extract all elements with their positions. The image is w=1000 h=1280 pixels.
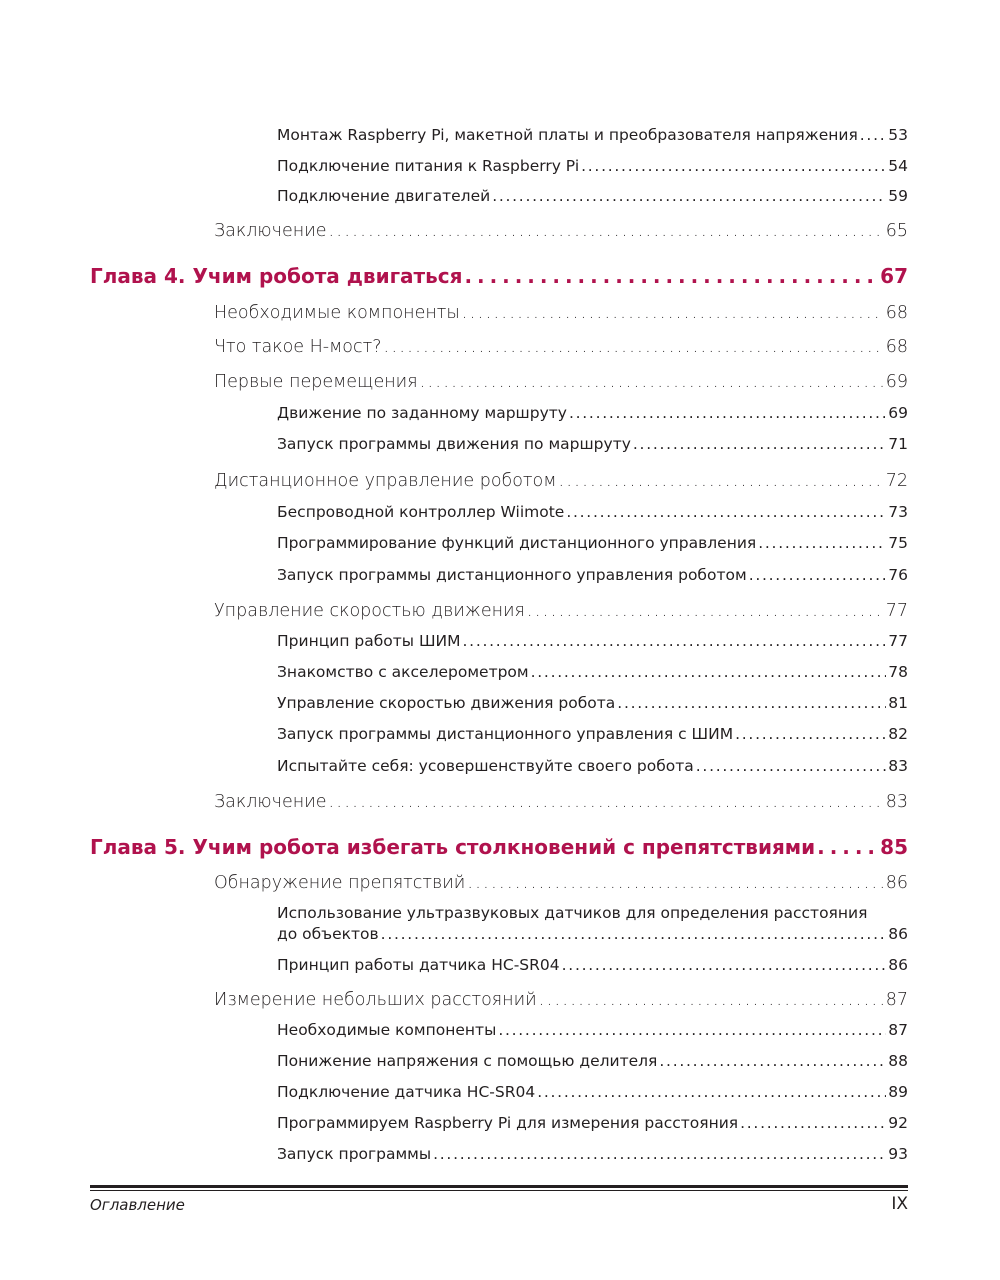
dot-leader bbox=[531, 663, 887, 681]
toc-entry-title: Подключение датчика HC-SR04 bbox=[277, 1083, 536, 1101]
footer-rule-thick bbox=[90, 1185, 908, 1188]
toc-page-number: 86 bbox=[888, 956, 908, 974]
toc-page-number: 85 bbox=[880, 835, 908, 859]
toc-entry[interactable] bbox=[277, 1052, 908, 1070]
toc-entry-title: Глава 5. Учим робота избегать столкновений с препятствиями bbox=[90, 835, 816, 859]
dot-leader bbox=[740, 1114, 886, 1132]
toc-entry[interactable] bbox=[214, 303, 908, 323]
toc-page-number: 71 bbox=[888, 435, 908, 453]
toc-entry[interactable] bbox=[277, 404, 908, 422]
toc-entry[interactable] bbox=[277, 1114, 908, 1132]
toc-page-number: 83 bbox=[888, 757, 908, 775]
toc-page-number: 53 bbox=[888, 126, 908, 144]
toc-entry[interactable] bbox=[214, 372, 908, 392]
dot-leader bbox=[462, 303, 884, 323]
footer-rule-thin bbox=[90, 1190, 908, 1191]
toc-entry[interactable] bbox=[214, 601, 908, 621]
toc-entry-title: Программирование функций дистанционного управления bbox=[277, 534, 757, 552]
toc-page-number: 83 bbox=[885, 792, 908, 812]
dot-leader bbox=[329, 792, 884, 812]
toc-page-number: 88 bbox=[888, 1052, 908, 1070]
toc-page-number: 87 bbox=[885, 990, 908, 1010]
dot-leader bbox=[384, 337, 884, 357]
dot-leader bbox=[464, 264, 878, 288]
toc-entry[interactable] bbox=[277, 1145, 908, 1163]
toc-entry-title: до объектов bbox=[277, 925, 379, 943]
footer-section-title: Оглавление bbox=[90, 1196, 185, 1214]
toc-entry-title: Запуск программы bbox=[277, 1145, 432, 1163]
toc-entry[interactable] bbox=[277, 1021, 908, 1039]
dot-leader bbox=[860, 126, 887, 144]
toc-page-number: 77 bbox=[888, 632, 908, 650]
dot-leader bbox=[498, 1021, 886, 1039]
dot-leader bbox=[433, 1145, 886, 1163]
dot-leader bbox=[569, 404, 886, 422]
toc-entry-title: Глава 4. Учим робота двигаться bbox=[90, 264, 463, 288]
toc-entry[interactable] bbox=[277, 566, 908, 584]
toc-entry-title: Запуск программы движения по маршруту bbox=[277, 435, 631, 453]
toc-page-number: 75 bbox=[888, 534, 908, 552]
toc-page-number: 87 bbox=[888, 1021, 908, 1039]
toc-entry[interactable] bbox=[214, 792, 908, 812]
toc-page-number: 86 bbox=[888, 925, 908, 943]
toc-page-number: 54 bbox=[888, 157, 908, 175]
toc-entry-title: Знакомство с акселерометром bbox=[277, 663, 529, 681]
dot-leader bbox=[617, 694, 886, 712]
dot-leader bbox=[581, 157, 886, 175]
dot-leader bbox=[463, 632, 887, 650]
toc-entry[interactable] bbox=[277, 503, 908, 521]
toc-entry-title: Заключение bbox=[214, 792, 327, 812]
toc-entry[interactable] bbox=[277, 925, 908, 943]
dot-leader bbox=[749, 566, 887, 584]
toc-page-number: 67 bbox=[880, 264, 908, 288]
toc-entry[interactable] bbox=[277, 126, 908, 144]
dot-leader bbox=[758, 534, 886, 552]
toc-entry-title-line1: Использование ультразвуковых датчиков для определения расстояния bbox=[277, 904, 868, 922]
dot-leader bbox=[467, 873, 883, 893]
toc-entry[interactable] bbox=[277, 435, 908, 453]
toc-entry[interactable] bbox=[214, 471, 908, 491]
toc-entry-title: Обнаружение препятствий bbox=[214, 873, 466, 893]
toc-chapter[interactable] bbox=[90, 264, 908, 288]
toc-page-number: 77 bbox=[885, 601, 908, 621]
toc-entry[interactable] bbox=[277, 1083, 908, 1101]
toc-page-number: 89 bbox=[888, 1083, 908, 1101]
toc-entry-title: Запуск программы дистанционного управления с ШИМ bbox=[277, 725, 734, 743]
dot-leader bbox=[633, 435, 886, 453]
toc-entry[interactable] bbox=[214, 337, 908, 357]
toc-entry-title: Понижение напряжения с помощью делителя bbox=[277, 1052, 658, 1070]
toc-entry-title: Заключение bbox=[214, 221, 327, 241]
toc-entry[interactable] bbox=[214, 221, 908, 241]
toc-page-number: 69 bbox=[888, 404, 908, 422]
dot-leader bbox=[566, 503, 886, 521]
toc-entry[interactable] bbox=[214, 990, 908, 1010]
toc-entry-title: Дистанционное управление роботом bbox=[214, 471, 557, 491]
toc-entry[interactable] bbox=[277, 956, 908, 974]
dot-leader bbox=[558, 471, 883, 491]
toc-entry-title: Испытайте себя: усовершенствуйте своего робота bbox=[277, 757, 694, 775]
dot-leader bbox=[381, 925, 887, 943]
toc-entry-title: Беспроводной контроллер Wiimote bbox=[277, 503, 565, 521]
toc-entry[interactable] bbox=[214, 873, 908, 893]
toc-page-number: 78 bbox=[888, 663, 908, 681]
dot-leader bbox=[420, 372, 884, 392]
toc-entry[interactable] bbox=[277, 757, 908, 775]
toc-entry-title: Монтаж Raspberry Pi, макетной платы и преобразователя напряжения bbox=[277, 126, 858, 144]
toc-page-number: 93 bbox=[888, 1145, 908, 1163]
toc-entry-title: Измерение небольших расстояний bbox=[214, 990, 537, 1010]
toc-page-number: 68 bbox=[885, 303, 908, 323]
toc-entry-title: Управление скоростью движения робота bbox=[277, 694, 616, 712]
dot-leader bbox=[537, 1083, 886, 1101]
footer-page-number: IX bbox=[891, 1194, 908, 1214]
toc-entry-title: Движение по заданному маршруту bbox=[277, 404, 567, 422]
toc-entry-title: Принцип работы датчика HC-SR04 bbox=[277, 956, 560, 974]
toc-page-number: 73 bbox=[888, 503, 908, 521]
toc-entry[interactable] bbox=[277, 632, 908, 650]
toc-entry-title: Первые перемещения bbox=[214, 372, 418, 392]
toc-page-number: 68 bbox=[885, 337, 908, 357]
toc-entry-title: Что такое H-мост? bbox=[214, 337, 382, 357]
toc-entry-title: Запуск программы дистанционного управления роботом bbox=[277, 566, 747, 584]
dot-leader bbox=[527, 601, 884, 621]
toc-page-number: 76 bbox=[888, 566, 908, 584]
toc-entry-title: Необходимые компоненты bbox=[214, 303, 460, 323]
dot-leader bbox=[735, 725, 886, 743]
toc-entry[interactable] bbox=[277, 725, 908, 743]
dot-leader bbox=[329, 221, 884, 241]
toc-entry-title: Управление скоростью движения bbox=[214, 601, 525, 621]
toc-entry-title: Подключение двигателей bbox=[277, 187, 491, 205]
dot-leader bbox=[696, 757, 887, 775]
toc-entry[interactable] bbox=[277, 694, 908, 712]
toc-page-number: 81 bbox=[888, 694, 908, 712]
toc-page-number: 82 bbox=[888, 725, 908, 743]
toc-entry[interactable] bbox=[277, 157, 908, 175]
dot-leader bbox=[817, 835, 878, 859]
toc-entry-title: Подключение питания к Raspberry Pi bbox=[277, 157, 580, 175]
toc-page-number: 92 bbox=[888, 1114, 908, 1132]
dot-leader bbox=[659, 1052, 886, 1070]
toc-entry[interactable] bbox=[277, 187, 908, 205]
toc-entry-title: Необходимые компоненты bbox=[277, 1021, 497, 1039]
toc-page-number: 72 bbox=[885, 471, 908, 491]
toc-entry[interactable] bbox=[277, 663, 908, 681]
dot-leader bbox=[492, 187, 886, 205]
toc-entry-title: Программируем Raspberry Pi для измерения расстояния bbox=[277, 1114, 739, 1132]
dot-leader bbox=[562, 956, 887, 974]
toc-chapter[interactable] bbox=[90, 835, 908, 859]
toc-entry[interactable] bbox=[277, 534, 908, 552]
toc-entry-title: Принцип работы ШИМ bbox=[277, 632, 461, 650]
toc-page-number: 65 bbox=[885, 221, 908, 241]
toc-page-number: 86 bbox=[885, 873, 908, 893]
dot-leader bbox=[539, 990, 884, 1010]
toc-page-number: 59 bbox=[888, 187, 908, 205]
toc-page-number: 69 bbox=[885, 372, 908, 392]
